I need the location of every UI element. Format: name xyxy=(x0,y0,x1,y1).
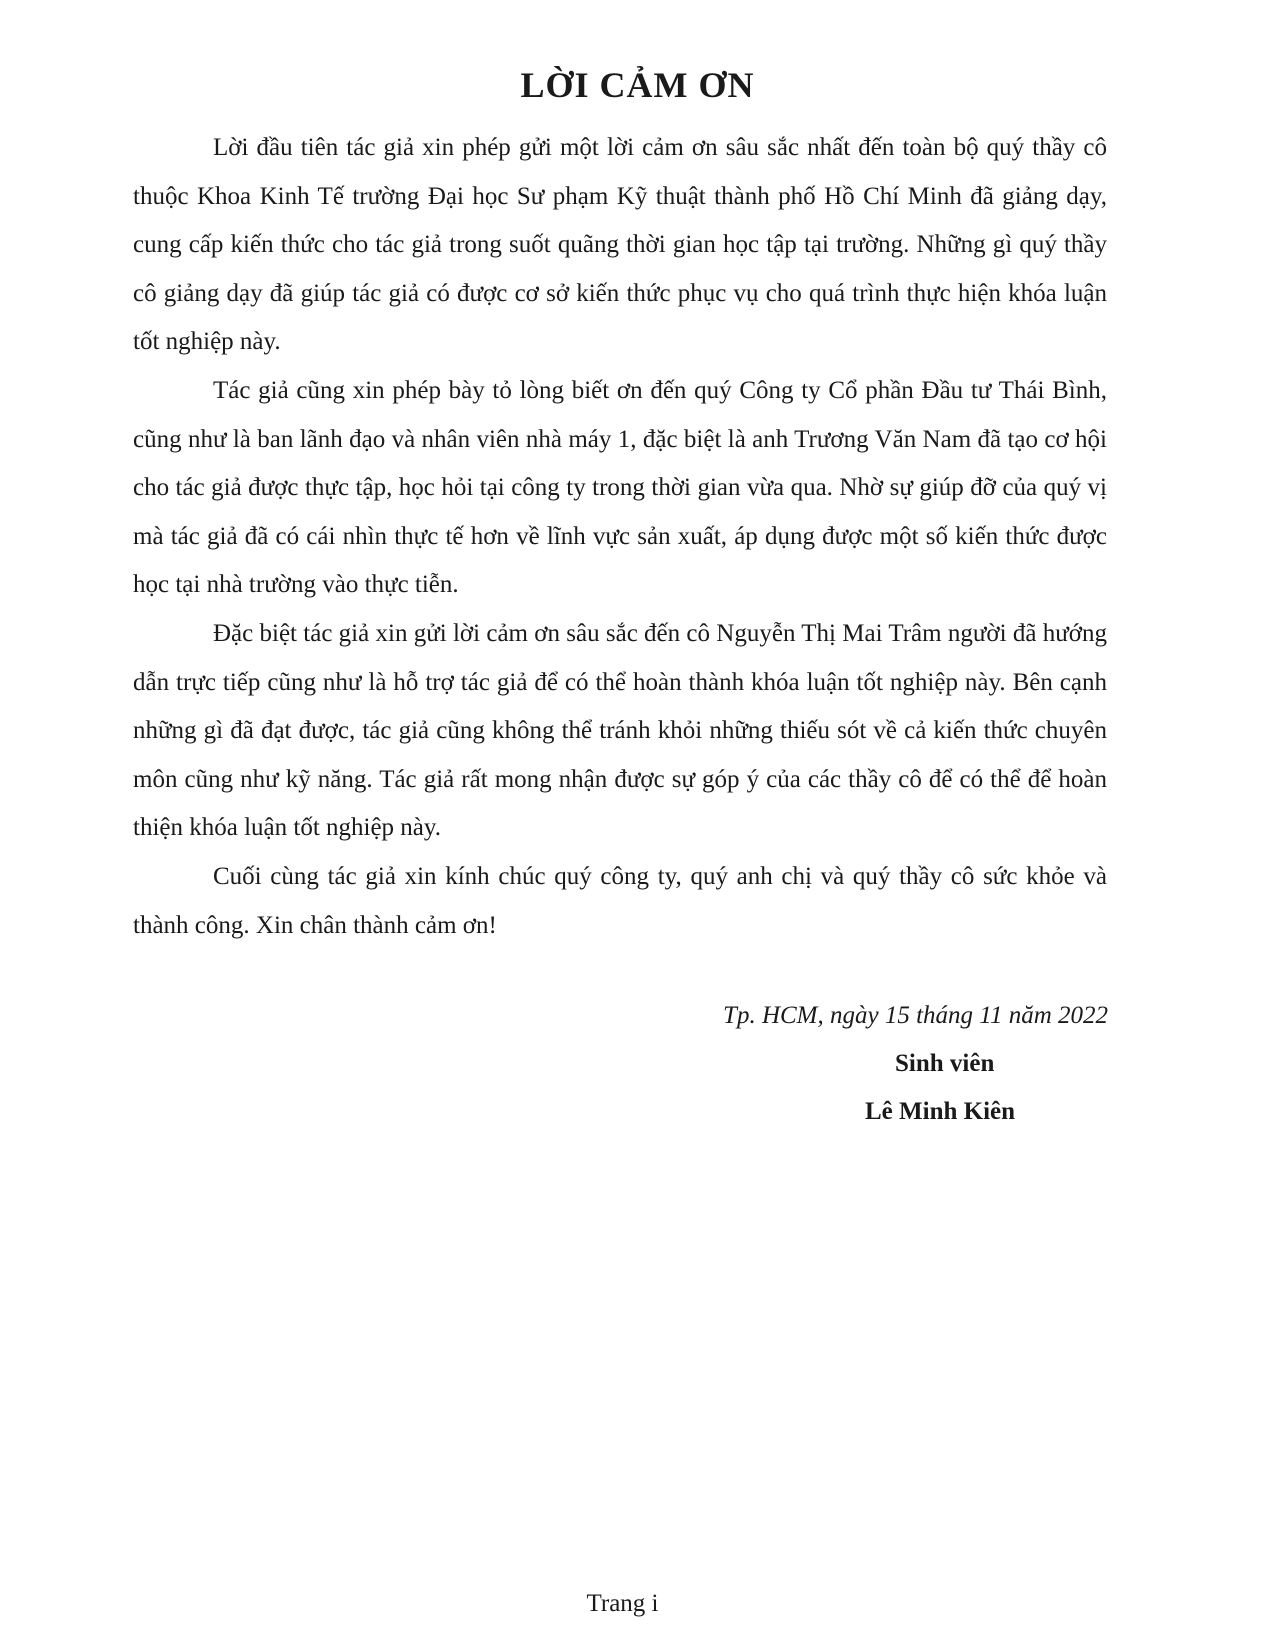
page-title: LỜI CẢM ƠN xyxy=(520,65,755,105)
acknowledgement-body xyxy=(133,124,1107,950)
signature-block xyxy=(600,992,1108,1125)
paragraph-4: Cuối cùng tác giả xin kính chúc quý công ty, quý anh chị và quý thầy cô sức khỏe và thành công. Xin chân thành cảm ơn! xyxy=(133,862,1107,939)
signature-name: Lê Minh Kiên xyxy=(865,1098,1016,1125)
paragraph-2: Tác giả cũng xin phép bày tỏ lòng biết ơn đến quý Công ty Cổ phần Đầu tư Thái Bình, cũng như là ban lãnh đạo và nhân viên nhà máy 1, đặc biệt là anh Trương Văn Nam đã tạo cơ hội cho tác giả được thực tập, học hỏi tại công ty trong thời gian vừa qua. Nhờ sự giúp đỡ của quý vị mà tác giả đã có cái nhìn thực tế hơn về lĩnh vực sản xuất, áp dụng được một số kiến thức được học tại nhà trường vào thực tiễn. xyxy=(133,376,1107,599)
paragraph-1: Lời đầu tiên tác giả xin phép gửi một lời cảm ơn sâu sắc nhất đến toàn bộ quý thầy cô thuộc Khoa Kinh Tế trường Đại học Sư phạm Kỹ thuật thành phố Hồ Chí Minh đã giảng dạy, cung cấp kiến thức cho tác giả trong suốt quãng thời gian học tập tại trường. Những gì quý thầy cô giảng dạy đã giúp tác giả có được cơ sở kiến thức phục vụ cho quá trình thực hiện khóa luận tốt nghiệp này. xyxy=(133,134,1107,356)
signature-role: Sinh viên xyxy=(895,1050,995,1077)
page-number: Trang i xyxy=(586,1590,659,1617)
paragraph-3: Đặc biệt tác giả xin gửi lời cảm ơn sâu sắc đến cô Nguyễn Thị Mai Trâm người đã hướng dẫn trực tiếp cũng như là hỗ trợ tác giả để có thể hoàn thành khóa luận tốt nghiệp này. Bên cạnh những gì đã đạt được, tác giả cũng không thể tránh khỏi những thiếu sót về cả kiến thức chuyên môn cũng như kỹ năng. Tác giả rất mong nhận được sự góp ý của các thầy cô để có thể để hoàn thiện khóa luận tốt nghiệp này. xyxy=(133,619,1107,842)
signature-date: Tp. HCM, ngày 15 tháng 11 năm 2022 xyxy=(723,1002,1108,1029)
